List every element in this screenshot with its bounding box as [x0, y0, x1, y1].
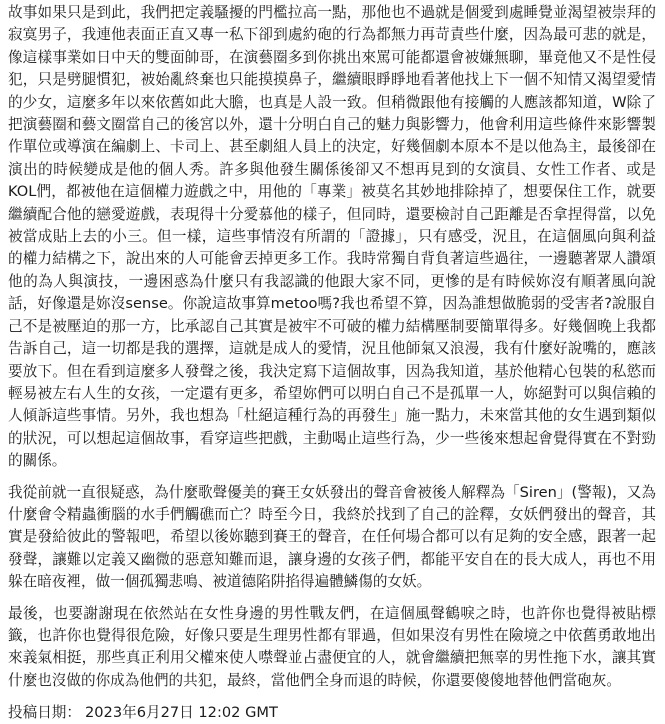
post-date-label: 投稿日期：: [8, 704, 81, 722]
post-date-line: [8, 702, 656, 724]
post-date-value: 2023年6月27日 12:02 GMT: [84, 704, 278, 722]
paragraph-3: 最後，也要謝謝現在依然站在女性身邊的男性戰友們，在這個風聲鶴唳之時，也許你也覺得被貼標籤，也許你也覺得很危險，好像只要是生理男性都有罪過，但如果沒有男性在險境之中依舊勇敢地出來義氣相挺，那些真正利用父權來使人噤聲並占盡便宜的人，就會繼續把無辜的男性拖下水，讓其實什麼也沒做的你成為他們的共犯，最終，當他們全身而退的時候，你還要傻傻地替他們當砲灰。: [8, 604, 656, 689]
paragraph-1: 故事如果只是到此，我們把定義騷擾的門檻拉高一點，那他也不過就是個愛到處睡覺並渴望被崇拜的寂寞男子，我連他表面正直又專一私下卻到處約砲的行為都無力再苛責些什麼，因為最可悲的就是，像這樣事業如日中天的雙面帥哥，在演藝圈多到你挑出來罵可能都還會被嫌無聊，畢竟他又不是性侵犯，只是劈腿慣犯，被始亂終棄也只能摸摸鼻子，繼續眼睜睜地看著他找上下一個不知情又渴望愛情的少女，這麼多年以來依舊如此大膽，也真是人設一致。但稍微跟他有接觸的人應該都知道，W除了把演藝圈和藝文圈當自己的後宮以外，還十分明白自己的魅力與影響力，他會利用這些條件來影響製作單位或導演在編劇上、卡司上、甚至劇組人員上的決定，好幾個劇本原本不是以他為主，最後卻在演出的時候變成是他的個人秀。許多與他發生關係後卻又不想再見到的女演員、女性工作者、或是KOL們，都被他在這個權力遊戲之中，用他的「專業」被莫名其妙地排除掉了，想要保住工作，就要繼續配合他的戀愛遊戲，表現得十分愛慕他的樣子，但同時，還要檢討自己距離是否拿捏得當，以免被當成貼上去的小三。但一樣，這些事情沒有所謂的「證據」，只有感受，況且，在這個風向與利益的權力結構之下，說出來的人可能會丟掉更多工作。我時常獨自背負著這些過往，一邊聽著眾人讚頌他的為人與演技，一邊困惑為什麼只有我認識的他跟大家不同，更慘的是有時候妳沒有順著風向說話，好像還是妳沒sense。你說這故事算metoo嗎?我也希望不算，因為誰想做脆弱的受害者?說服自己不是被壓迫的那一方，比承認自己其實是被牢不可破的權力結構壓制要簡單得多。好幾個晚上我都告訴自己，這一切都是我的選擇，這就是成人的愛情，況且他師氣又浪漫，我有什麼好說嘴的，應該要放下。但在看到這麼多人發聲之後，我決定寫下這個故事，因為我知道，基於他精心包裝的私慾而輕易被左右人生的女孩，一定還有更多，希望妳們可以明白自己不是孤單一人，妳絕對可以與信賴的人傾訴這些事情。另外，我也想為「杜絕這種行為的再發生」施一點力，未來當其他的女生遇到類似的狀況，可以想起這個故事，看穿這些把戲，主動喝止這些行為，少一些後來想起會覺得實在不對勁的關係。: [8, 4, 656, 470]
paragraph-2: 我從前就一直很疑惑，為什麼歌聲優美的賽王女妖發出的聲音會被後人解釋為「Siren」(警報)，又為什麼會令精蟲衝腦的水手們觸礁而亡？時至今日，我終於找到了自己的詮釋，女妖們發出的聲音，其實是發給彼此的警報吧，希望以後妳聽到賽王的聲音，在任何場合都可以有足夠的安全感，跟著一起發聲，讓難以定義又幽微的惡意知難而退，讓身邊的女孩子們，都能平安自在的長大成人，再也不用躲在暗夜裡，做一個孤獨悲鳴、被道德陷阱掐得遍體鱗傷的女妖。: [8, 483, 656, 591]
